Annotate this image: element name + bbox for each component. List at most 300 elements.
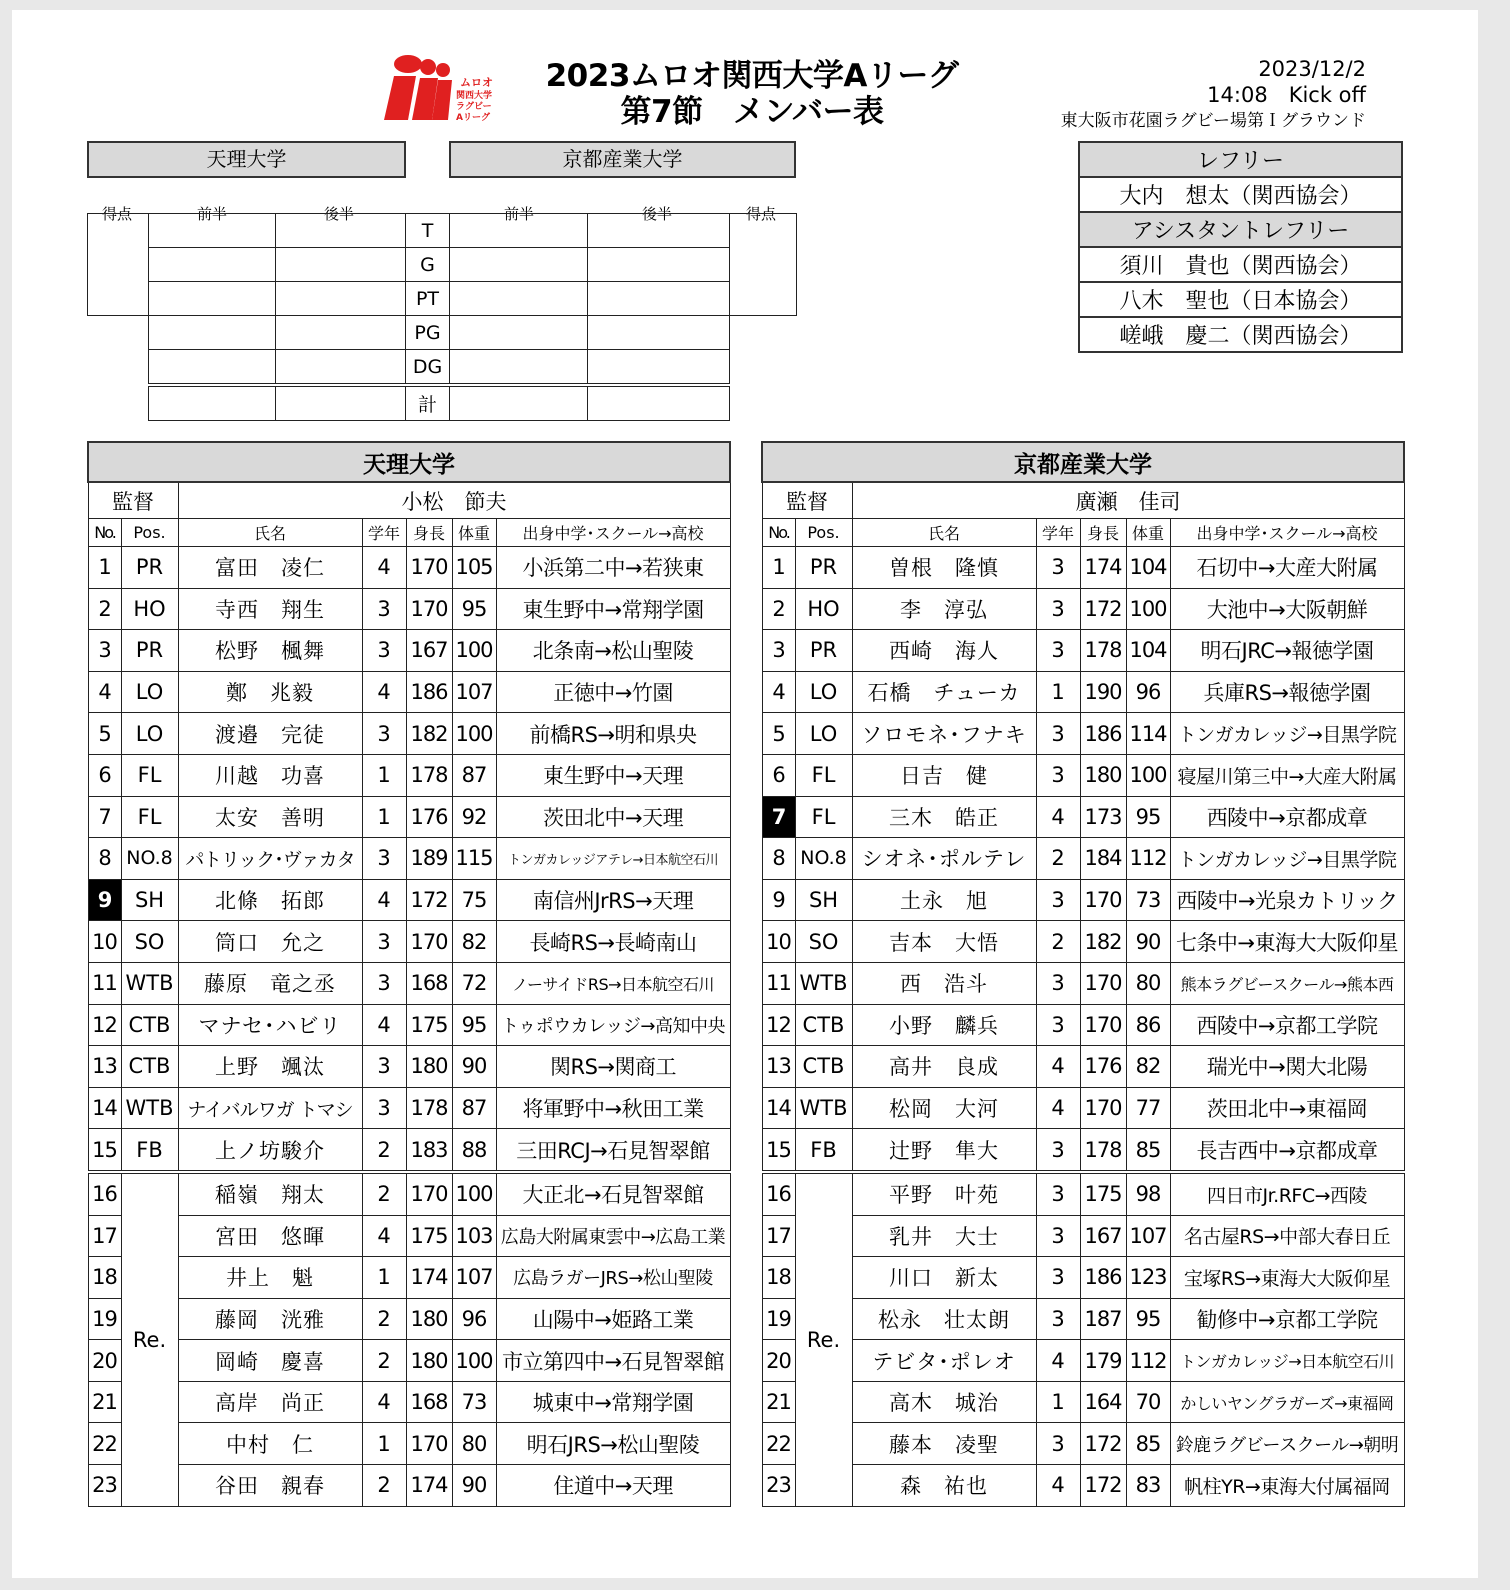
title-line2: 第7節 メンバー表 — [620, 94, 884, 130]
home-team-label: 天理大学 — [87, 141, 406, 178]
player-school: 広島ラガーJRS→松山聖陵 — [496, 1257, 730, 1299]
player-weight: 83 — [1126, 1465, 1170, 1507]
player-weight: 123 — [1126, 1257, 1170, 1299]
table-row — [762, 1172, 1404, 1215]
player-school: 勧修中→京都工学院 — [1170, 1298, 1404, 1340]
player-weight: 90 — [1126, 921, 1170, 963]
col-name-header: 氏名 — [852, 519, 1036, 547]
player-school: 東生野中→天理 — [496, 754, 730, 796]
table-row — [88, 1004, 730, 1046]
player-grade: 3 — [1036, 1172, 1080, 1215]
col-weight-header: 体重 — [452, 519, 496, 547]
table-row — [762, 1129, 1404, 1172]
player-name: 高岸 尚正 — [178, 1381, 362, 1423]
table-row — [88, 1340, 730, 1382]
player-grade: 3 — [362, 921, 406, 963]
table-row — [88, 962, 730, 1004]
player-height: 170 — [406, 547, 452, 589]
player-number: 23 — [762, 1465, 795, 1507]
column-header-row — [88, 519, 730, 547]
player-school: 南信州JrRS→天理 — [496, 879, 730, 921]
player-grade: 4 — [1036, 1046, 1080, 1088]
player-weight: 85 — [1126, 1129, 1170, 1172]
player-weight: 92 — [452, 796, 496, 838]
referee-header: レフリー — [1079, 142, 1402, 177]
player-grade: 3 — [1036, 630, 1080, 672]
player-weight: 77 — [1126, 1087, 1170, 1129]
player-number: 1 — [88, 547, 121, 589]
player-grade: 4 — [1036, 1340, 1080, 1382]
player-school: 長崎RS→長崎南山 — [496, 921, 730, 963]
table-row — [88, 1257, 730, 1299]
player-grade: 2 — [1036, 921, 1080, 963]
svg-text:ムロオ: ムロオ — [460, 76, 493, 89]
player-school: 市立第四中→石見智翠館 — [496, 1340, 730, 1382]
player-number: 20 — [88, 1340, 121, 1382]
player-grade: 4 — [362, 1215, 406, 1257]
table-row — [762, 754, 1404, 796]
player-number: 2 — [762, 588, 795, 630]
player-school: 東生野中→常翔学園 — [496, 588, 730, 630]
player-number: 5 — [762, 713, 795, 755]
player-school: 前橋RS→明和県央 — [496, 713, 730, 755]
player-school: トンガカレッジアテレ→日本航空石川 — [496, 838, 730, 880]
player-grade: 1 — [1036, 1381, 1080, 1423]
player-name: 鄭 兆毅 — [178, 671, 362, 713]
player-height: 182 — [1080, 921, 1126, 963]
referee-name: 大内 想太（関西協会） — [1079, 177, 1402, 212]
player-number: 21 — [762, 1381, 795, 1423]
player-weight: 82 — [1126, 1046, 1170, 1088]
svg-text:Aリーグ: Aリーグ — [456, 113, 490, 122]
player-grade: 3 — [1036, 1215, 1080, 1257]
home-second-half-cell — [276, 248, 406, 282]
score-row-label: T — [406, 214, 450, 248]
player-grade: 3 — [1036, 1129, 1080, 1172]
player-name: マナセ･ハビリ — [178, 1004, 362, 1046]
player-position: CTB — [795, 1004, 852, 1046]
player-height: 182 — [406, 713, 452, 755]
player-weight: 100 — [1126, 588, 1170, 630]
player-position: WTB — [121, 1087, 178, 1129]
player-number: 8 — [88, 838, 121, 880]
player-position: NO.8 — [795, 838, 852, 880]
col-height-header: 身長 — [406, 519, 452, 547]
player-height: 170 — [406, 1423, 452, 1465]
player-school: トンガカレッジ→目黒学院 — [1170, 713, 1404, 755]
player-grade: 4 — [1036, 1465, 1080, 1507]
player-name: 川越 功喜 — [178, 754, 362, 796]
player-grade: 1 — [362, 796, 406, 838]
player-number: 17 — [762, 1215, 795, 1257]
table-row — [762, 921, 1404, 963]
player-number: 2 — [88, 588, 121, 630]
player-name: 井上 魁 — [178, 1257, 362, 1299]
score-row — [88, 282, 797, 316]
coach-row — [88, 482, 730, 519]
player-height: 186 — [1080, 1257, 1126, 1299]
player-weight: 98 — [1126, 1172, 1170, 1215]
player-position: NO.8 — [121, 838, 178, 880]
player-number: 20 — [762, 1340, 795, 1382]
player-position: WTB — [121, 962, 178, 1004]
player-school: トンガカレッジ→目黒学院 — [1170, 838, 1404, 880]
player-height: 172 — [1080, 1465, 1126, 1507]
reserve-label: Re. — [795, 1172, 852, 1506]
player-number: 22 — [88, 1423, 121, 1465]
table-row — [762, 588, 1404, 630]
league-logo — [380, 50, 502, 122]
player-weight: 88 — [452, 1129, 496, 1172]
player-height: 164 — [1080, 1381, 1126, 1423]
player-weight: 95 — [1126, 1298, 1170, 1340]
player-height: 168 — [406, 962, 452, 1004]
player-position: FL — [121, 754, 178, 796]
player-name: 寺西 翔生 — [178, 588, 362, 630]
col-position-header: Pos. — [795, 519, 852, 547]
table-row — [762, 1215, 1404, 1257]
player-weight: 107 — [452, 671, 496, 713]
player-school: 正徳中→竹園 — [496, 671, 730, 713]
player-grade: 2 — [362, 1129, 406, 1172]
member-sheet — [12, 10, 1478, 1578]
player-weight: 114 — [1126, 713, 1170, 755]
player-height: 175 — [406, 1215, 452, 1257]
away-first-half-cell — [450, 282, 588, 316]
player-weight: 100 — [452, 1172, 496, 1215]
player-weight: 87 — [452, 754, 496, 796]
svg-text:ラグビー: ラグビー — [456, 102, 492, 112]
col-school-header: 出身中学･スクール→高校 — [1170, 519, 1404, 547]
player-position: FL — [795, 796, 852, 838]
player-weight: 72 — [452, 962, 496, 1004]
home-second-half-cell — [276, 214, 406, 248]
player-grade: 4 — [362, 671, 406, 713]
player-name: 吉本 大悟 — [852, 921, 1036, 963]
player-school: 兵庫RS→報徳学園 — [1170, 671, 1404, 713]
svg-text:関西大学: 関西大学 — [456, 91, 493, 101]
player-weight: 100 — [452, 630, 496, 672]
player-number: 6 — [88, 754, 121, 796]
player-position: PR — [121, 547, 178, 589]
player-position: CTB — [121, 1004, 178, 1046]
col-no-header: No. — [88, 519, 121, 547]
player-name: 森 祐也 — [852, 1465, 1036, 1507]
away-first-half-cell — [450, 214, 588, 248]
away-first-half-cell — [450, 350, 588, 386]
player-grade: 4 — [362, 1381, 406, 1423]
player-weight: 80 — [452, 1423, 496, 1465]
player-weight: 86 — [1126, 1004, 1170, 1046]
score-row-label: PT — [406, 282, 450, 316]
points-label-right: 得点 — [746, 205, 777, 223]
kickoff-time: 14:08 Kick off — [1207, 83, 1366, 107]
player-name: 高木 城治 — [852, 1381, 1036, 1423]
table-row — [762, 713, 1404, 755]
home-first-half-cell — [149, 282, 276, 316]
player-grade: 1 — [362, 1423, 406, 1465]
player-height: 178 — [406, 754, 452, 796]
player-name: ソロモネ･フナキ — [852, 713, 1036, 755]
coach-label: 監督 — [762, 482, 852, 519]
player-position: WTB — [795, 962, 852, 1004]
player-number: 11 — [762, 962, 795, 1004]
table-row — [762, 1465, 1404, 1507]
player-name: 松永 壮太朗 — [852, 1298, 1036, 1340]
player-number: 17 — [88, 1215, 121, 1257]
player-school: 茨田北中→天理 — [496, 796, 730, 838]
player-school: トンガカレッジ→日本航空石川 — [1170, 1340, 1404, 1382]
player-name: テビタ･ポレオ — [852, 1340, 1036, 1382]
away-first-half-cell — [450, 248, 588, 282]
player-number: 16 — [762, 1172, 795, 1215]
home-first-half-cell — [149, 350, 276, 386]
player-name: 乳井 大士 — [852, 1215, 1036, 1257]
assistant-referee-name: 嵯峨 慶二（関西協会） — [1079, 317, 1402, 352]
player-school: 西陵中→京都工学院 — [1170, 1004, 1404, 1046]
player-height: 170 — [406, 921, 452, 963]
player-name: 李 淳弘 — [852, 588, 1036, 630]
player-grade: 3 — [362, 630, 406, 672]
table-row — [88, 630, 730, 672]
player-school: 三田RCJ→石見智翠館 — [496, 1129, 730, 1172]
player-weight: 100 — [1126, 754, 1170, 796]
table-row — [88, 1046, 730, 1088]
player-weight: 85 — [1126, 1423, 1170, 1465]
match-date: 2023/12/2 — [1258, 57, 1366, 81]
player-weight: 90 — [452, 1046, 496, 1088]
player-number: 10 — [88, 921, 121, 963]
score-row — [88, 385, 797, 421]
player-name: 筒口 允之 — [178, 921, 362, 963]
player-grade: 1 — [1036, 671, 1080, 713]
player-weight: 75 — [452, 879, 496, 921]
player-height: 170 — [1080, 879, 1126, 921]
player-grade: 1 — [362, 1257, 406, 1299]
player-name: 太安 善明 — [178, 796, 362, 838]
player-name: 土永 旭 — [852, 879, 1036, 921]
league-logo-icon — [380, 50, 502, 122]
player-height: 180 — [1080, 754, 1126, 796]
player-name: 西崎 海人 — [852, 630, 1036, 672]
player-height: 186 — [1080, 713, 1126, 755]
score-table — [87, 213, 797, 421]
home-second-half-cell — [276, 350, 406, 386]
score-row-label: DG — [406, 350, 450, 386]
player-number: 6 — [762, 754, 795, 796]
player-height: 180 — [406, 1340, 452, 1382]
player-weight: 112 — [1126, 1340, 1170, 1382]
player-name: 辻野 隼大 — [852, 1129, 1036, 1172]
home-first-half-cell — [149, 214, 276, 248]
player-grade: 1 — [362, 754, 406, 796]
player-school: 長吉西中→京都成章 — [1170, 1129, 1404, 1172]
player-school: 鈴鹿ラグビースクール→朝明 — [1170, 1423, 1404, 1465]
table-row — [762, 630, 1404, 672]
col-grade-header: 学年 — [1036, 519, 1080, 547]
player-grade: 4 — [362, 1004, 406, 1046]
player-grade: 3 — [1036, 588, 1080, 630]
team-title-row — [762, 442, 1404, 482]
home-points-cell — [88, 214, 149, 316]
player-height: 174 — [406, 1257, 452, 1299]
player-position: SO — [121, 921, 178, 963]
player-school: 北条南→松山聖陵 — [496, 630, 730, 672]
player-number: 3 — [762, 630, 795, 672]
first-half-label-left: 前半 — [197, 205, 228, 223]
player-position: FL — [795, 754, 852, 796]
player-grade: 3 — [362, 1046, 406, 1088]
player-weight: 82 — [452, 921, 496, 963]
player-name: 上ノ坊駿介 — [178, 1129, 362, 1172]
table-row — [762, 1004, 1404, 1046]
player-name: 西 浩斗 — [852, 962, 1036, 1004]
player-height: 183 — [406, 1129, 452, 1172]
player-weight: 107 — [1126, 1215, 1170, 1257]
player-name: 石橋 チューカ — [852, 671, 1036, 713]
player-name: 平野 叶苑 — [852, 1172, 1036, 1215]
player-name: 宮田 悠暉 — [178, 1215, 362, 1257]
player-height: 189 — [406, 838, 452, 880]
spacer — [730, 316, 797, 421]
player-number: 5 — [88, 713, 121, 755]
table-row — [762, 547, 1404, 589]
table-row — [762, 1423, 1404, 1465]
second-half-label-left: 後半 — [324, 205, 355, 223]
player-name: 松野 楓舞 — [178, 630, 362, 672]
player-school: 熊本ラグビースクール→熊本西 — [1170, 962, 1404, 1004]
home-second-half-cell — [276, 316, 406, 350]
table-row — [762, 1340, 1404, 1382]
player-height: 167 — [1080, 1215, 1126, 1257]
player-number: 7 — [88, 796, 121, 838]
player-weight: 90 — [452, 1465, 496, 1507]
home-second-half-cell — [276, 282, 406, 316]
player-grade: 3 — [1036, 713, 1080, 755]
player-height: 180 — [406, 1046, 452, 1088]
player-height: 174 — [1080, 547, 1126, 589]
player-school: 瑞光中→関大北陽 — [1170, 1046, 1404, 1088]
player-school: 城東中→常翔学園 — [496, 1381, 730, 1423]
coach-name: 小松 節夫 — [178, 482, 730, 519]
second-half-label-right: 後半 — [642, 205, 673, 223]
away-second-half-cell — [588, 350, 730, 386]
player-number: 13 — [762, 1046, 795, 1088]
score-row-label: G — [406, 248, 450, 282]
score-row — [88, 350, 797, 386]
player-number: 11 — [88, 962, 121, 1004]
team-title-row — [88, 442, 730, 482]
player-name: 藤原 竜之丞 — [178, 962, 362, 1004]
player-position: LO — [121, 713, 178, 755]
player-school: 宝塚RS→東海大大阪仰星 — [1170, 1257, 1404, 1299]
table-row — [88, 838, 730, 880]
player-position: LO — [121, 671, 178, 713]
player-position: PR — [795, 547, 852, 589]
table-row — [762, 838, 1404, 880]
home-roster-table — [87, 441, 731, 1507]
player-school: ノーサイドRS→日本航空石川 — [496, 962, 730, 1004]
player-position: LO — [795, 671, 852, 713]
table-row — [88, 547, 730, 589]
player-number: 23 — [88, 1465, 121, 1507]
player-weight: 112 — [1126, 838, 1170, 880]
col-school-header: 出身中学･スクール→高校 — [496, 519, 730, 547]
reserve-label: Re. — [121, 1172, 178, 1506]
player-name: 渡邉 完徒 — [178, 713, 362, 755]
player-school: 西陵中→京都成章 — [1170, 796, 1404, 838]
player-position: CTB — [121, 1046, 178, 1088]
player-height: 178 — [1080, 630, 1126, 672]
home-first-half-cell — [149, 248, 276, 282]
player-name: 谷田 親春 — [178, 1465, 362, 1507]
table-row — [88, 1215, 730, 1257]
player-height: 175 — [1080, 1172, 1126, 1215]
away-second-half-cell — [588, 248, 730, 282]
player-school: 寝屋川第三中→大産大附属 — [1170, 754, 1404, 796]
table-row — [762, 879, 1404, 921]
points-label-left: 得点 — [102, 205, 133, 223]
spacer — [88, 316, 149, 421]
player-grade: 4 — [1036, 1087, 1080, 1129]
player-school: 七条中→東海大大阪仰星 — [1170, 921, 1404, 963]
player-height: 172 — [406, 879, 452, 921]
player-school: 明石JRC→報徳学園 — [1170, 630, 1404, 672]
player-grade: 3 — [1036, 962, 1080, 1004]
away-second-half-cell — [588, 282, 730, 316]
player-school: 住道中→天理 — [496, 1465, 730, 1507]
player-name: 小野 麟兵 — [852, 1004, 1036, 1046]
away-roster-table — [761, 441, 1405, 1507]
away-second-half-cell — [588, 316, 730, 350]
table-row — [88, 1423, 730, 1465]
player-weight: 115 — [452, 838, 496, 880]
player-height: 174 — [406, 1465, 452, 1507]
col-no-header: No. — [762, 519, 795, 547]
player-school: 山陽中→姫路工業 — [496, 1298, 730, 1340]
player-height: 186 — [406, 671, 452, 713]
player-grade: 4 — [1036, 796, 1080, 838]
player-weight: 103 — [452, 1215, 496, 1257]
player-name: 藤本 凌聖 — [852, 1423, 1036, 1465]
player-school: 石切中→大産大附属 — [1170, 547, 1404, 589]
player-position: HO — [121, 588, 178, 630]
player-school: 西陵中→光泉カトリック — [1170, 879, 1404, 921]
assistant-referee-name: 須川 貴也（関西協会） — [1079, 247, 1402, 282]
team-name: 天理大学 — [88, 442, 730, 482]
player-weight: 95 — [452, 1004, 496, 1046]
player-number: 18 — [762, 1257, 795, 1299]
away-first-half-cell — [450, 316, 588, 350]
table-row — [762, 1046, 1404, 1088]
player-height: 172 — [1080, 588, 1126, 630]
col-grade-header: 学年 — [362, 519, 406, 547]
table-row — [88, 1465, 730, 1507]
table-row — [762, 671, 1404, 713]
player-position: CTB — [795, 1046, 852, 1088]
player-name: 日吉 健 — [852, 754, 1036, 796]
player-number: 15 — [762, 1129, 795, 1172]
player-number: 22 — [762, 1423, 795, 1465]
player-height: 178 — [1080, 1129, 1126, 1172]
player-school: 名古屋RS→中部大春日丘 — [1170, 1215, 1404, 1257]
table-row — [88, 1381, 730, 1423]
venue: 東大阪市花園ラグビー場第Ｉグラウンド — [1060, 111, 1366, 131]
assistant-referee-name: 八木 聖也（日本協会） — [1079, 282, 1402, 317]
home-second-half-cell — [276, 385, 406, 421]
player-number: 4 — [762, 671, 795, 713]
player-grade: 4 — [362, 547, 406, 589]
